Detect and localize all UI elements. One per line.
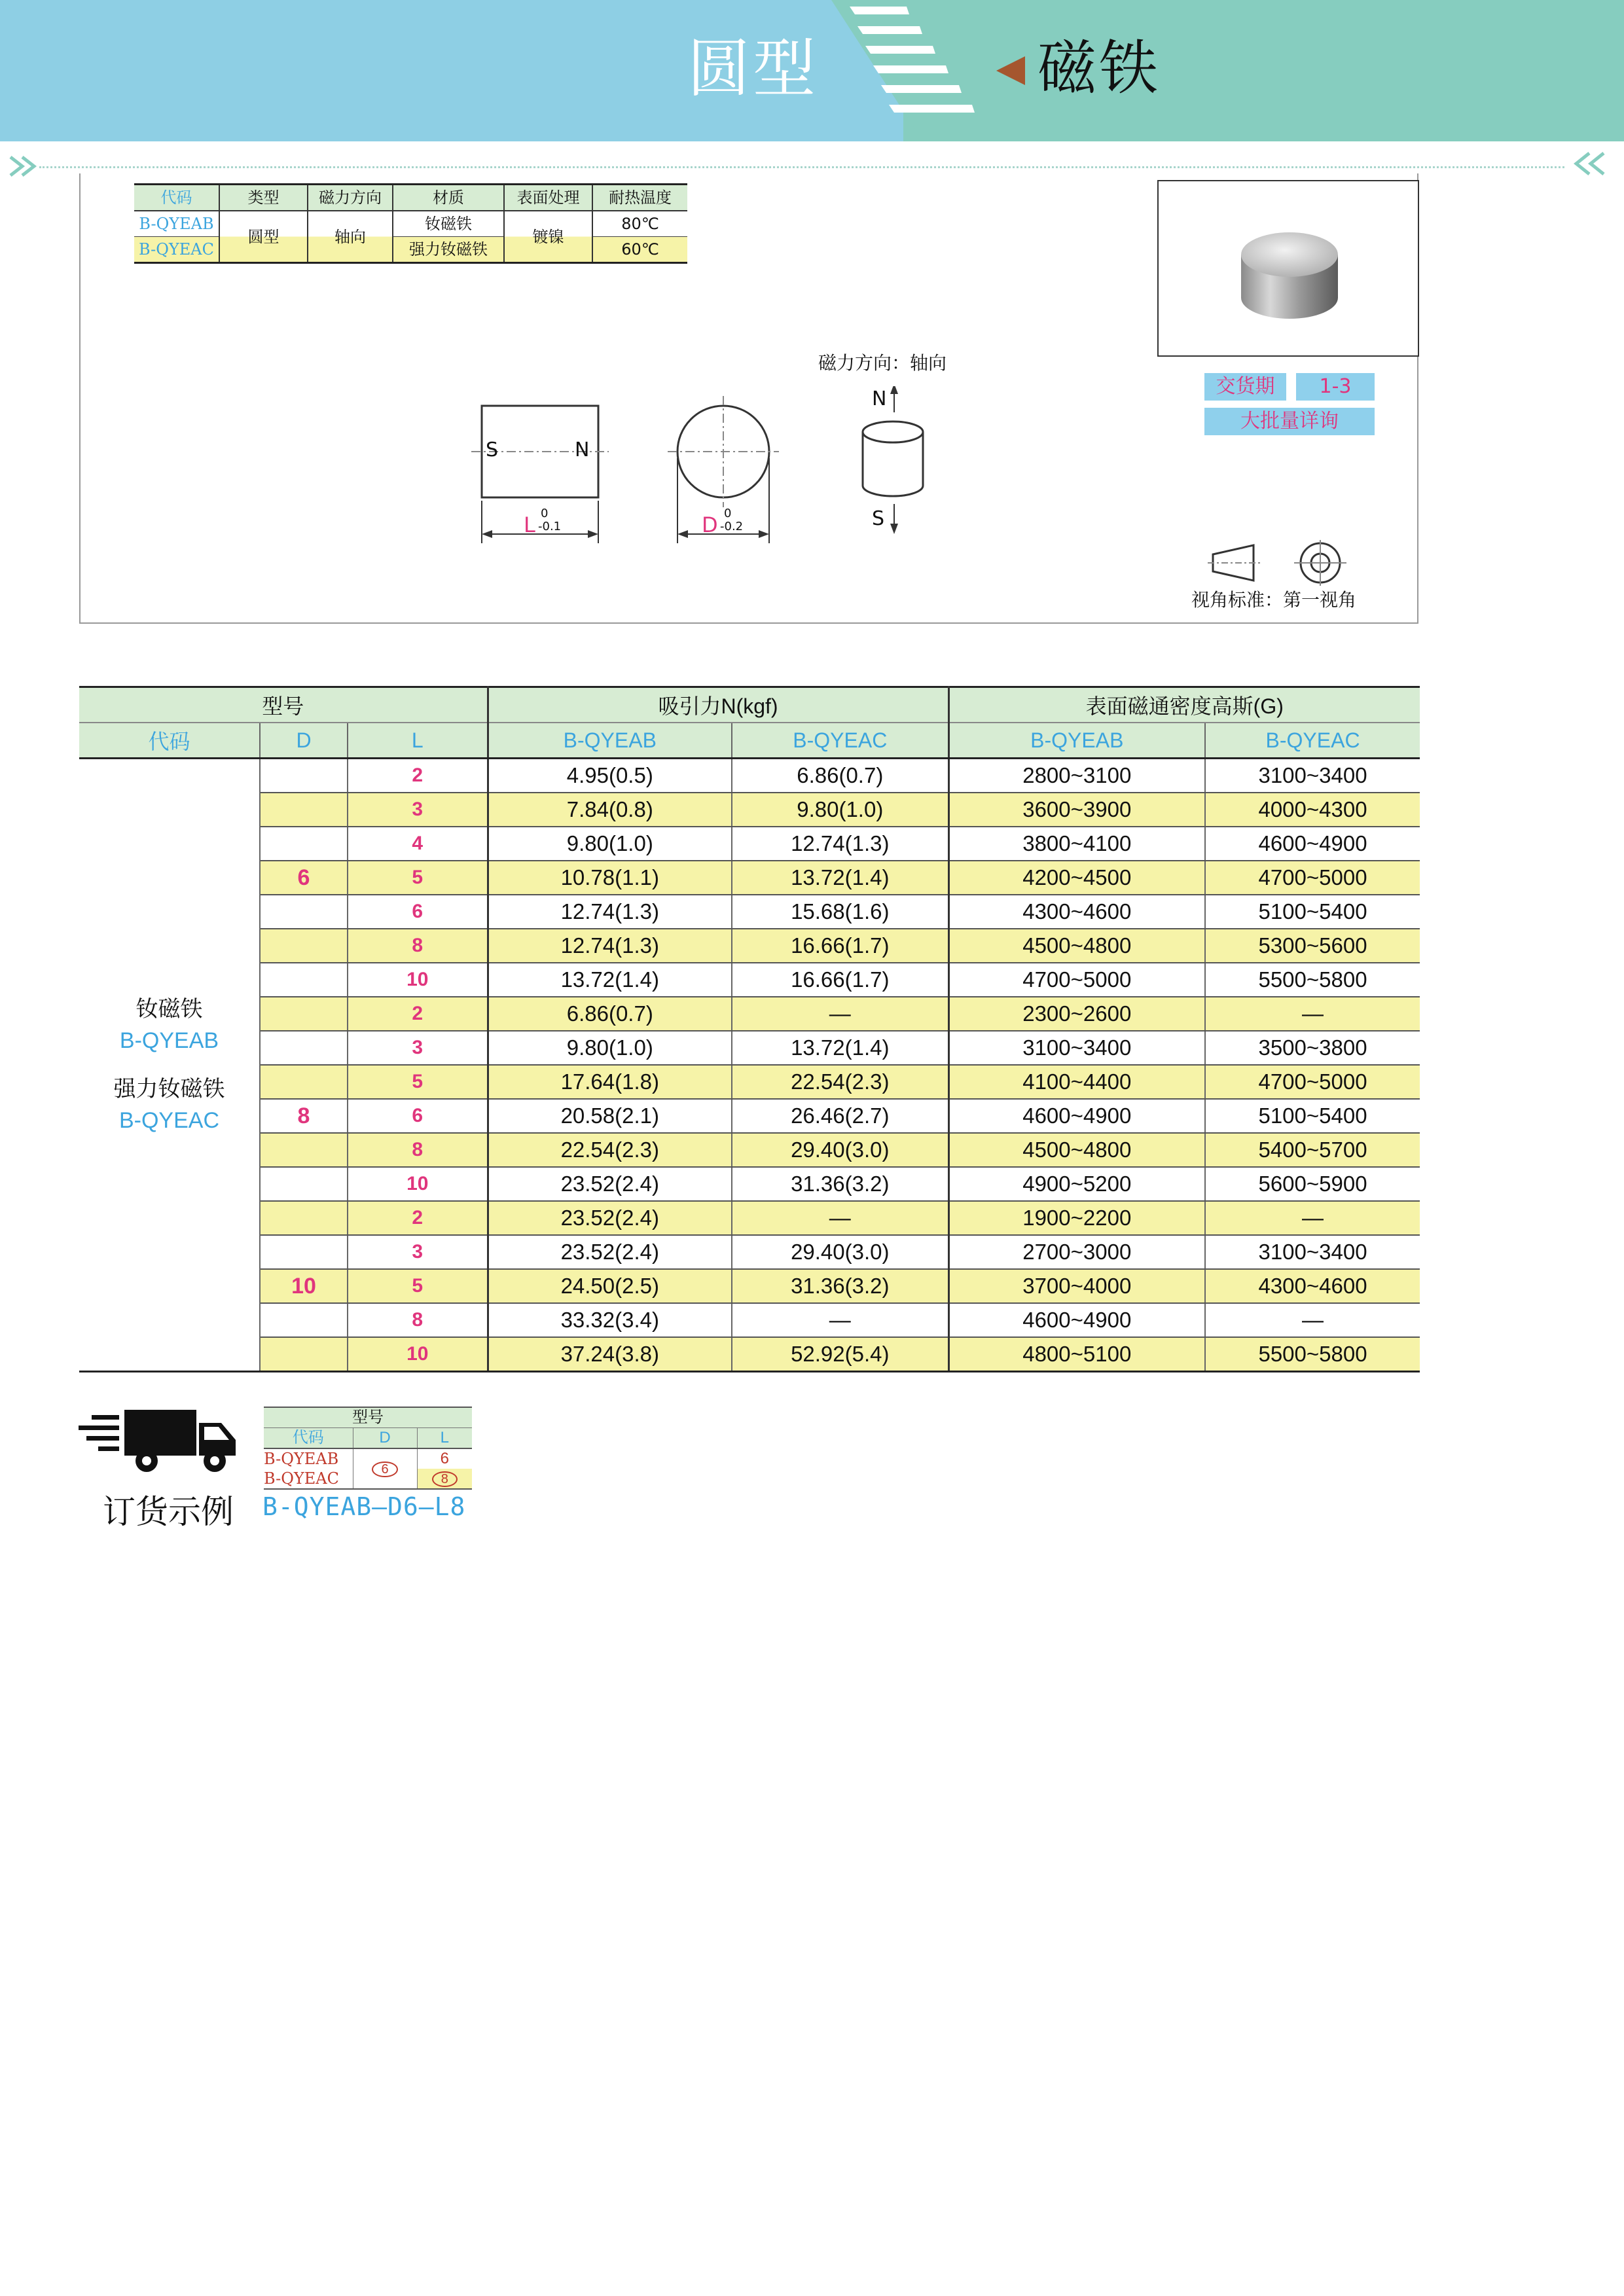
flux-ab-value: 3800~4100	[948, 827, 1205, 861]
d-cell	[260, 1303, 348, 1337]
header-code: 代码	[79, 723, 260, 759]
double-chevron-right-icon	[8, 154, 47, 178]
table-row	[79, 997, 1420, 1031]
dotted-divider	[39, 166, 1564, 168]
d-cell	[260, 929, 348, 963]
spec-material: 钕磁铁	[393, 211, 504, 237]
table-row	[79, 1337, 1420, 1372]
spec-header-type: 类型	[219, 185, 308, 211]
flux-ac-value: 4000~4300	[1205, 793, 1420, 827]
header-suction-ab: B-QYEAB	[488, 723, 732, 759]
flux-ab-value: 2700~3000	[948, 1235, 1205, 1269]
suction-ac-value: 31.36(3.2)	[732, 1269, 948, 1303]
order-d-cell	[353, 1448, 417, 1489]
spec-header-surface: 表面处理	[504, 185, 592, 211]
header-flux-ab: B-QYEAB	[948, 723, 1205, 759]
spec-header-temp: 耐热温度	[592, 185, 687, 211]
flux-ab-value: 3700~4000	[948, 1269, 1205, 1303]
spec-header-material: 材质	[393, 185, 504, 211]
l-value: 6	[348, 1099, 488, 1133]
flux-ac-value: 5100~5400	[1205, 895, 1420, 929]
table-row	[79, 1031, 1420, 1065]
order-header-code: 代码	[264, 1428, 353, 1449]
table-row	[79, 793, 1420, 827]
product-photo	[1157, 180, 1419, 357]
flux-ac-value: 5500~5800	[1205, 963, 1420, 997]
table-row	[79, 827, 1420, 861]
d-cell	[260, 793, 348, 827]
flux-ab-value: 4600~4900	[948, 1303, 1205, 1337]
d-cell: 6	[260, 861, 348, 895]
delivery-label-badge: 交货期	[1204, 373, 1286, 401]
suction-ac-value: 12.74(1.3)	[732, 827, 948, 861]
suction-ab-value: 7.84(0.8)	[488, 793, 732, 827]
table-row	[79, 759, 1420, 793]
suction-ab-value: 12.74(1.3)	[488, 895, 732, 929]
spec-header-code: 代码	[134, 185, 219, 211]
flux-ab-value: 4600~4900	[948, 1099, 1205, 1133]
tol-l-lower: -0.1	[538, 520, 562, 533]
flux-ab-value: 4900~5200	[948, 1167, 1205, 1201]
table-row	[79, 963, 1420, 997]
bulk-inquiry-badge: 大批量详询	[1204, 408, 1375, 435]
d-cell: 10	[260, 1269, 348, 1303]
suction-ab-value: 23.52(2.4)	[488, 1201, 732, 1235]
flux-ac-value: —	[1205, 997, 1420, 1031]
table-row	[79, 1235, 1420, 1269]
l-value: 8	[348, 1133, 488, 1167]
suction-ab-value: 13.72(1.4)	[488, 963, 732, 997]
flux-ac-value: 5500~5800	[1205, 1337, 1420, 1372]
flux-ab-value: 3100~3400	[948, 1031, 1205, 1065]
suction-ab-value: 20.58(2.1)	[488, 1099, 732, 1133]
header-suction-ac: B-QYEAC	[732, 723, 948, 759]
suction-ab-value: 23.52(2.4)	[488, 1235, 732, 1269]
flux-ab-value: 4100~4400	[948, 1065, 1205, 1099]
suction-ab-value: 4.95(0.5)	[488, 759, 732, 793]
l-value: 5	[348, 1065, 488, 1099]
flux-ac-value: 4700~5000	[1205, 1065, 1420, 1099]
order-code: B-QYEAC	[264, 1469, 353, 1489]
d-cell	[260, 1201, 348, 1235]
flux-ac-value: 3100~3400	[1205, 759, 1420, 793]
flux-ac-value: 4700~5000	[1205, 861, 1420, 895]
d-cell	[260, 827, 348, 861]
suction-ac-value: 16.66(1.7)	[732, 963, 948, 997]
spec-temp: 60℃	[592, 237, 687, 263]
spec-temp: 80℃	[592, 211, 687, 237]
magnet-direction-label: 磁力方向：轴向	[818, 352, 947, 374]
l-value: 8	[348, 929, 488, 963]
table-row	[79, 1167, 1420, 1201]
triangle-left-icon	[996, 56, 1025, 85]
suction-ab-value: 23.52(2.4)	[488, 1167, 732, 1201]
order-example-table	[264, 1407, 472, 1490]
order-d-selected: 6	[372, 1462, 397, 1477]
flux-ab-value: 4200~4500	[948, 861, 1205, 895]
flux-ac-value: 4300~4600	[1205, 1269, 1420, 1303]
spec-type: 圆型	[219, 211, 308, 263]
flux-ac-value: 5600~5900	[1205, 1167, 1420, 1201]
flux-ac-value: 5300~5600	[1205, 929, 1420, 963]
tol-d-upper: 0	[724, 507, 732, 520]
header-d: D	[260, 723, 348, 759]
suction-ac-value: —	[732, 1303, 948, 1337]
l-value: 2	[348, 759, 488, 793]
suction-ab-value: 6.86(0.7)	[488, 997, 732, 1031]
suction-ac-value: 31.36(3.2)	[732, 1167, 948, 1201]
d-cell	[260, 1065, 348, 1099]
suction-ac-value: 26.46(2.7)	[732, 1099, 948, 1133]
order-header-d: D	[353, 1428, 417, 1449]
order-header-model: 型号	[264, 1407, 472, 1428]
d-cell	[260, 1133, 348, 1167]
first-angle-projection-icon	[1208, 540, 1371, 586]
table-row	[79, 1065, 1420, 1099]
spec-table	[134, 183, 687, 264]
table-row	[79, 1099, 1420, 1133]
suction-ab-value: 9.80(1.0)	[488, 1031, 732, 1065]
view-standard-label: 视角标准：第一视角	[1191, 589, 1357, 611]
performance-table	[79, 686, 1420, 1372]
l-value: 5	[348, 1269, 488, 1303]
order-example-title: 订货示例	[103, 1493, 234, 1531]
d-cell	[260, 895, 348, 929]
suction-ab-value: 22.54(2.3)	[488, 1133, 732, 1167]
table-row	[79, 929, 1420, 963]
suction-ab-value: 17.64(1.8)	[488, 1065, 732, 1099]
d-cell	[260, 759, 348, 793]
spec-material: 强力钕磁铁	[393, 237, 504, 263]
flux-ab-value: 4300~4600	[948, 895, 1205, 929]
page-title: 圆型	[687, 32, 818, 105]
table-row	[79, 1133, 1420, 1167]
order-l-selected: 8	[432, 1471, 458, 1487]
l-value: 3	[348, 793, 488, 827]
table-row	[79, 861, 1420, 895]
flux-ac-value: 5100~5400	[1205, 1099, 1420, 1133]
table-row	[79, 1269, 1420, 1303]
header-flux: 表面磁通密度高斯(G)	[948, 687, 1420, 723]
flux-ac-value: —	[1205, 1201, 1420, 1235]
suction-ab-value: 10.78(1.1)	[488, 861, 732, 895]
l-value: 2	[348, 997, 488, 1031]
flux-ab-value: 4500~4800	[948, 929, 1205, 963]
table-row	[79, 1201, 1420, 1235]
l-value: 6	[348, 895, 488, 929]
pole-n-label: N	[575, 439, 590, 461]
suction-ab-value: 37.24(3.8)	[488, 1337, 732, 1372]
suction-ab-value: 33.32(3.4)	[488, 1303, 732, 1337]
suction-ac-value: 9.80(1.0)	[732, 793, 948, 827]
table-row	[79, 895, 1420, 929]
suction-ac-value: 16.66(1.7)	[732, 929, 948, 963]
pole-s-label: S	[872, 507, 885, 530]
flux-ac-value: 4600~4900	[1205, 827, 1420, 861]
flux-ab-value: 4800~5100	[948, 1337, 1205, 1372]
order-l-cell	[417, 1469, 472, 1489]
header-l: L	[348, 723, 488, 759]
suction-ac-value: 22.54(2.3)	[732, 1065, 948, 1099]
tol-l-upper: 0	[541, 507, 549, 520]
suction-ac-value: 15.68(1.6)	[732, 895, 948, 929]
table-body	[79, 759, 1420, 1372]
d-cell: 8	[260, 1099, 348, 1133]
order-header-l: L	[417, 1428, 472, 1449]
flux-ab-value: 4500~4800	[948, 1133, 1205, 1167]
flux-ac-value: —	[1205, 1303, 1420, 1337]
l-value: 3	[348, 1031, 488, 1065]
table-row	[79, 1303, 1420, 1337]
suction-ac-value: 6.86(0.7)	[732, 759, 948, 793]
suction-ab-value: 24.50(2.5)	[488, 1269, 732, 1303]
suction-ac-value: 52.92(5.4)	[732, 1337, 948, 1372]
pole-n-label: N	[872, 387, 887, 410]
flux-ac-value: 5400~5700	[1205, 1133, 1420, 1167]
l-value: 3	[348, 1235, 488, 1269]
d-cell	[260, 1031, 348, 1065]
material-label: 强力钕磁铁	[113, 1077, 225, 1102]
d-cell	[260, 1337, 348, 1372]
suction-ac-value: —	[732, 1201, 948, 1235]
spec-code: B-QYEAC	[134, 237, 219, 263]
l-value: 10	[348, 963, 488, 997]
dim-l-label: L	[524, 512, 535, 537]
page-category: 磁铁	[1038, 34, 1161, 103]
flux-ab-value: 1900~2200	[948, 1201, 1205, 1235]
code-label: B-QYEAB	[119, 1028, 219, 1053]
suction-ab-value: 12.74(1.3)	[488, 929, 732, 963]
header-model: 型号	[79, 687, 488, 723]
flux-ab-value: 4700~5000	[948, 963, 1205, 997]
l-value: 4	[348, 827, 488, 861]
l-value: 10	[348, 1337, 488, 1372]
flux-ab-value: 2800~3100	[948, 759, 1205, 793]
spec-code: B-QYEAB	[134, 211, 219, 237]
d-cell	[260, 1167, 348, 1201]
flux-ac-value: 3100~3400	[1205, 1235, 1420, 1269]
header-stripe-decoration	[831, 0, 1001, 141]
suction-ac-value: 29.40(3.0)	[732, 1133, 948, 1167]
code-cell	[79, 759, 260, 1372]
l-value: 10	[348, 1167, 488, 1201]
flux-ac-value: 3500~3800	[1205, 1031, 1420, 1065]
double-chevron-left-icon	[1566, 151, 1612, 177]
delivery-truck-icon	[79, 1406, 242, 1478]
spec-direction: 轴向	[308, 211, 393, 263]
l-value: 8	[348, 1303, 488, 1337]
d-cell	[260, 997, 348, 1031]
flux-ab-value: 2300~2600	[948, 997, 1205, 1031]
delivery-value-badge: 1-3	[1296, 373, 1375, 401]
suction-ac-value: 13.72(1.4)	[732, 1031, 948, 1065]
d-cell	[260, 1235, 348, 1269]
suction-ac-value: 29.40(3.0)	[732, 1235, 948, 1269]
header-flux-ac: B-QYEAC	[1205, 723, 1420, 759]
spec-surface: 镀镍	[504, 211, 592, 263]
magnet-photo-image	[1159, 181, 1418, 355]
suction-ab-value: 9.80(1.0)	[488, 827, 732, 861]
order-code: B-QYEAB	[264, 1448, 353, 1469]
order-l-option: 6	[440, 1450, 449, 1467]
l-value: 5	[348, 861, 488, 895]
flux-ab-value: 3600~3900	[948, 793, 1205, 827]
header-suction: 吸引力N(kgf)	[488, 687, 948, 723]
spec-header-direction: 磁力方向	[308, 185, 393, 211]
suction-ac-value: 13.72(1.4)	[732, 861, 948, 895]
tol-d-lower: -0.2	[720, 520, 744, 533]
code-label: B-QYEAC	[118, 1108, 220, 1133]
suction-ac-value: —	[732, 997, 948, 1031]
material-label: 钕磁铁	[135, 997, 203, 1022]
order-result-code: B-QYEAB—D6—L8	[262, 1492, 466, 1521]
pole-s-label: S	[486, 439, 499, 461]
d-cell	[260, 963, 348, 997]
dim-d-label: D	[702, 512, 718, 537]
l-value: 2	[348, 1201, 488, 1235]
